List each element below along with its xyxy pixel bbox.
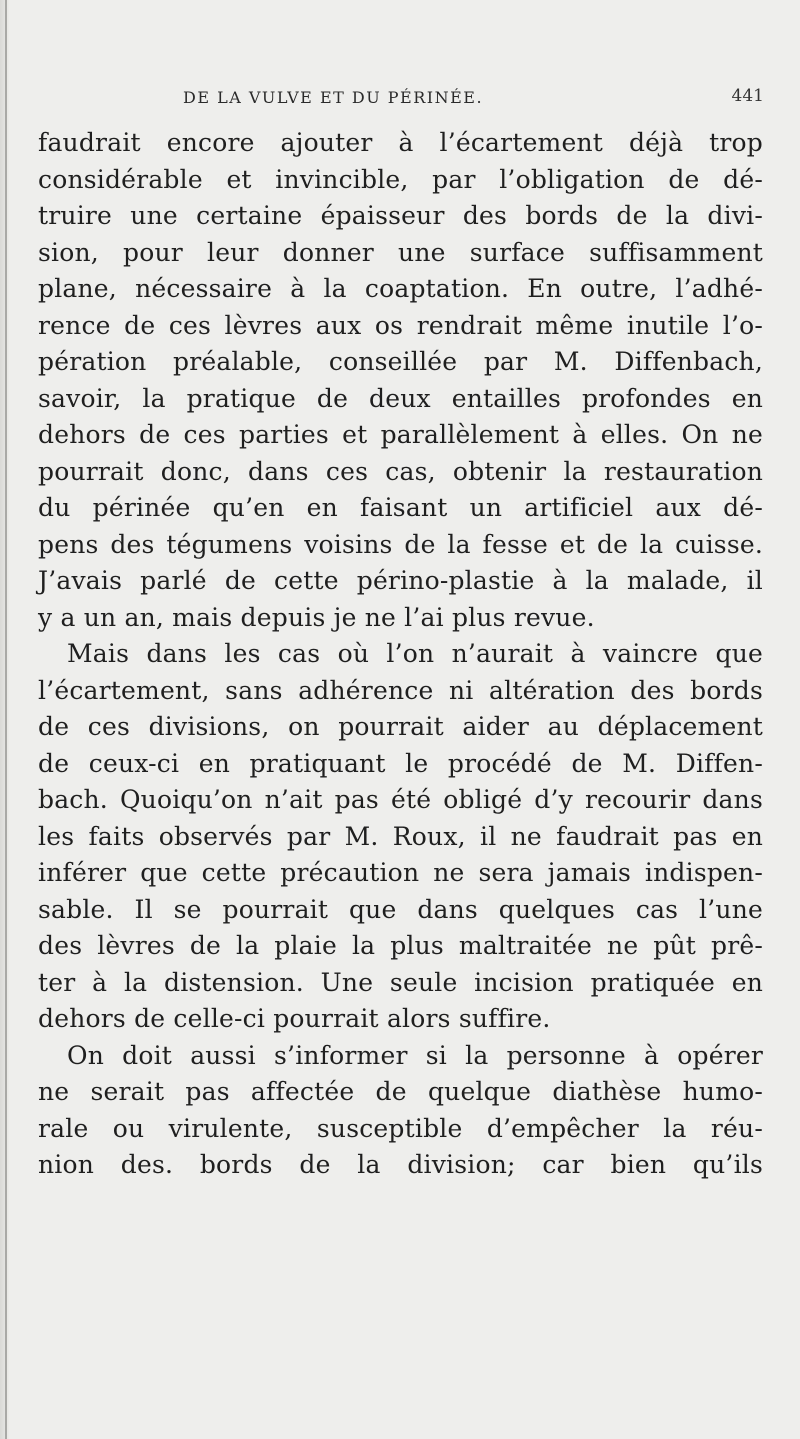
text-line: faudrait encore ajouter à l’écartement déjà trop — [38, 128, 763, 157]
running-head — [40, 88, 770, 118]
text-line: J’avais parlé de cette périno-plastie à la malade, il — [38, 566, 763, 595]
text-line: y a un an, mais depuis je ne l’ai plus revue. — [38, 602, 595, 632]
text-line: dehors de celle-ci pourrait alors suffire. — [38, 1004, 551, 1033]
text-line: bach. Quoiqu’on n’ait pas été obligé d’y recourir dans — [38, 785, 763, 814]
text-line: sion, pour leur donner une surface suffisamment — [38, 237, 763, 267]
text-line: rale ou virulente, susceptible d’empêcher la réu- — [38, 1113, 763, 1143]
text-line: rence de ces lèvres aux os rendrait même inutile l’o- — [38, 310, 763, 340]
running-title: DE LA VULVE ET DU PÉRINÉE. — [183, 88, 484, 107]
text-line: inférer que cette précaution ne sera jamais indispen- — [38, 858, 763, 887]
paragraph-first-line: On doit aussi s’informer si la personne à opérer — [67, 1040, 763, 1070]
text-line: pourrait donc, dans ces cas, obtenir la restauration — [38, 456, 763, 486]
text-line: l’écartement, sans adhérence ni altération des bords — [38, 675, 763, 705]
body-text — [38, 125, 763, 1184]
text-line: pens des tégumens voisins de la fesse et de la cuisse. — [38, 529, 763, 559]
paragraph-first-line: Mais dans les cas où l’on n’aurait à vaincre que — [67, 639, 763, 668]
text-line: du périnée qu’en en faisant un artificiel aux dé- — [38, 493, 763, 522]
text-line: truire une certaine épaisseur des bords de la divi- — [38, 201, 763, 230]
text-line: nion des. bords de la division; car bien qu’ils — [38, 1150, 763, 1179]
text-line: dehors de ces parties et parallèlement à elles. On ne — [38, 420, 763, 449]
text-line: savoir, la pratique de deux entailles profondes en — [38, 383, 763, 413]
text-line: pération préalable, conseillée par M. Diffenbach, — [38, 347, 763, 376]
text-line: de ceux-ci en pratiquant le procédé de M. Diffen- — [38, 748, 763, 778]
text-line: considérable et invincible, par l’obligation de dé- — [38, 164, 763, 194]
text-line: ne serait pas affectée de quelque diathèse humo- — [38, 1077, 763, 1106]
text-line: les faits observés par M. Roux, il ne faudrait pas en — [38, 821, 763, 851]
text-line: plane, nécessaire à la coaptation. En outre, l’adhé- — [38, 274, 763, 303]
text-line: de ces divisions, on pourrait aider au déplacement — [38, 712, 763, 741]
text-line: des lèvres de la plaie la plus maltraitée ne pût prê- — [38, 931, 763, 960]
page-number: 441 — [731, 86, 764, 106]
text-line: ter à la distension. Une seule incision pratiquée en — [38, 967, 763, 997]
text-line: sable. Il se pourrait que dans quelques cas l’une — [38, 894, 763, 924]
